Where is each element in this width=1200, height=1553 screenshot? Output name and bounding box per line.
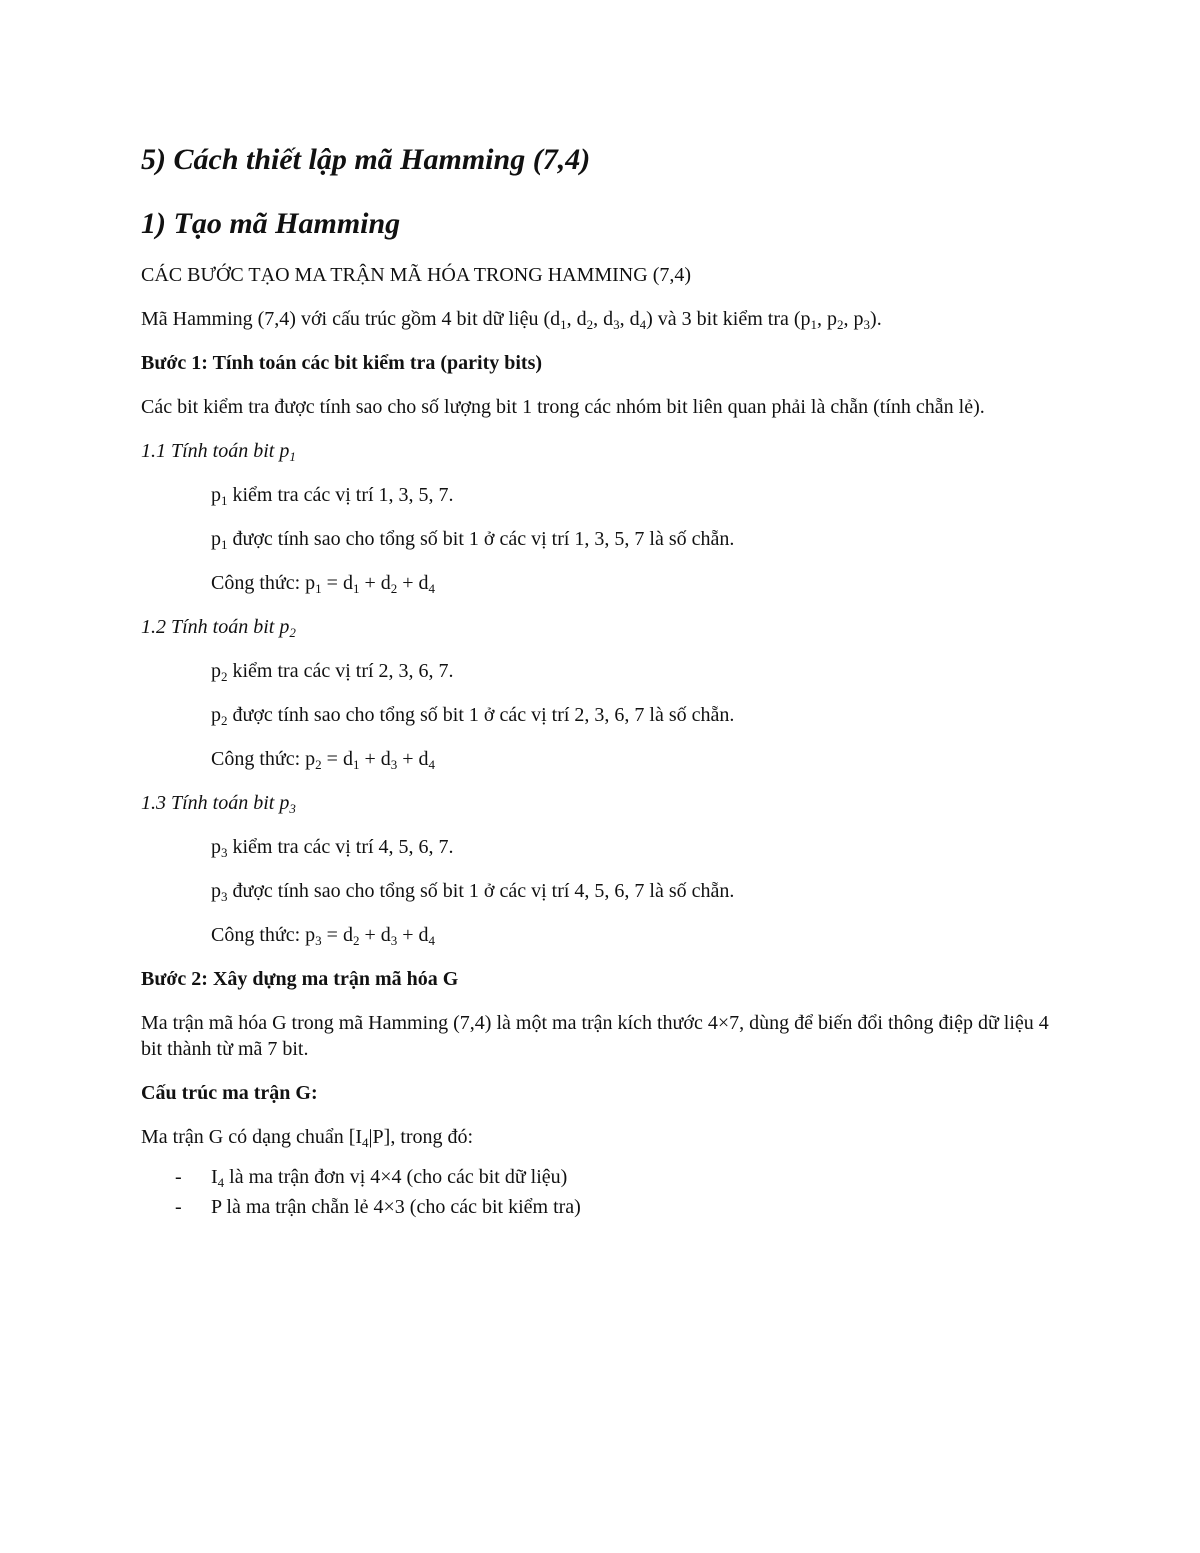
sub2-formula: Công thức: $p_2 = d_1 + d_3 + d_4$: [211, 748, 436, 772]
step1-description: Các bit kiểm tra được tính sao cho số lượng bit 1 trong các nhóm bit liên quan phải là chẵn (tính chẵn lẻ).: [141, 396, 985, 418]
list-item: - P là ma trận chẵn lẻ 4×3 (cho các bit kiểm tra): [141, 1192, 1061, 1222]
sub2-calc-line: $p_2$ được tính sao cho tổng số bit 1 ở các vị trí 2, 3, 6, 7 là số chẵn.: [211, 704, 735, 728]
sub3-formula: Công thức: $p_3 = d_2 + d_3 + d_4$: [211, 924, 436, 948]
list-item: - $I_4$ là ma trận đơn vị 4×4 (cho các bit dữ liệu): [141, 1162, 1061, 1192]
sub3-check-line: $p_3$ kiểm tra các vị trí 4, 5, 6, 7.: [211, 836, 454, 860]
step1-title: Bước 1: Tính toán các bit kiểm tra (parity bits): [141, 352, 543, 374]
subsection-heading: 1) Tạo mã Hamming: [141, 207, 401, 240]
bullet-dash: -: [175, 1166, 182, 1188]
document-content: [141, 140, 1061, 1222]
steps-title: CÁC BƯỚC TẠO MA TRẬN MÃ HÓA TRONG HAMMING (7,4): [141, 264, 692, 286]
section-heading: 5) Cách thiết lập mã Hamming (7,4): [141, 143, 591, 176]
step2-title: Bước 2: Xây dựng ma trận mã hóa G: [141, 968, 459, 990]
sub3-calc-line: $p_3$ được tính sao cho tổng số bit 1 ở các vị trí 4, 5, 6, 7 là số chẵn.: [211, 880, 735, 904]
sub1-check-line: $p_1$ kiểm tra các vị trí 1, 3, 5, 7.: [211, 484, 454, 508]
sub3-heading: 1.3 Tính toán bit $p_3$: [141, 792, 296, 816]
bullet-dash: -: [175, 1196, 182, 1218]
sub2-heading: 1.2 Tính toán bit $p_2$: [141, 616, 296, 640]
step2-description: Ma trận mã hóa G trong mã Hamming (7,4) là một ma trận kích thước 4×7, dùng để biến đổi thông điệp dữ liệu 4 bit thành từ mã 7 bit.: [141, 1012, 1049, 1060]
sub1-calc-line: $p_1$ được tính sao cho tổng số bit 1 ở các vị trí 1, 3, 5, 7 là số chẵn.: [211, 528, 735, 552]
sub1-formula: Công thức: $p_1 = d_1 + d_2 + d_4$: [211, 572, 436, 596]
sub2-check-line: $p_2$ kiểm tra các vị trí 2, 3, 6, 7.: [211, 660, 454, 684]
structure-title: Cấu trúc ma trận G:: [141, 1082, 318, 1104]
intro-paragraph: Mã Hamming (7,4) với cấu trúc gồm 4 bit dữ liệu ($d_1$, $d_2$, $d_3$, $d_4$) và 3 bit kiểm tra ($p_1$, $p_2$, $p_3$).: [141, 308, 882, 332]
structure-paragraph: Ma trận G có dạng chuẩn $[I_4|P]$, trong đó:: [141, 1126, 474, 1150]
sub1-heading: 1.1 Tính toán bit $p_1$: [141, 440, 296, 464]
structure-bullet-list: [141, 1162, 1061, 1222]
